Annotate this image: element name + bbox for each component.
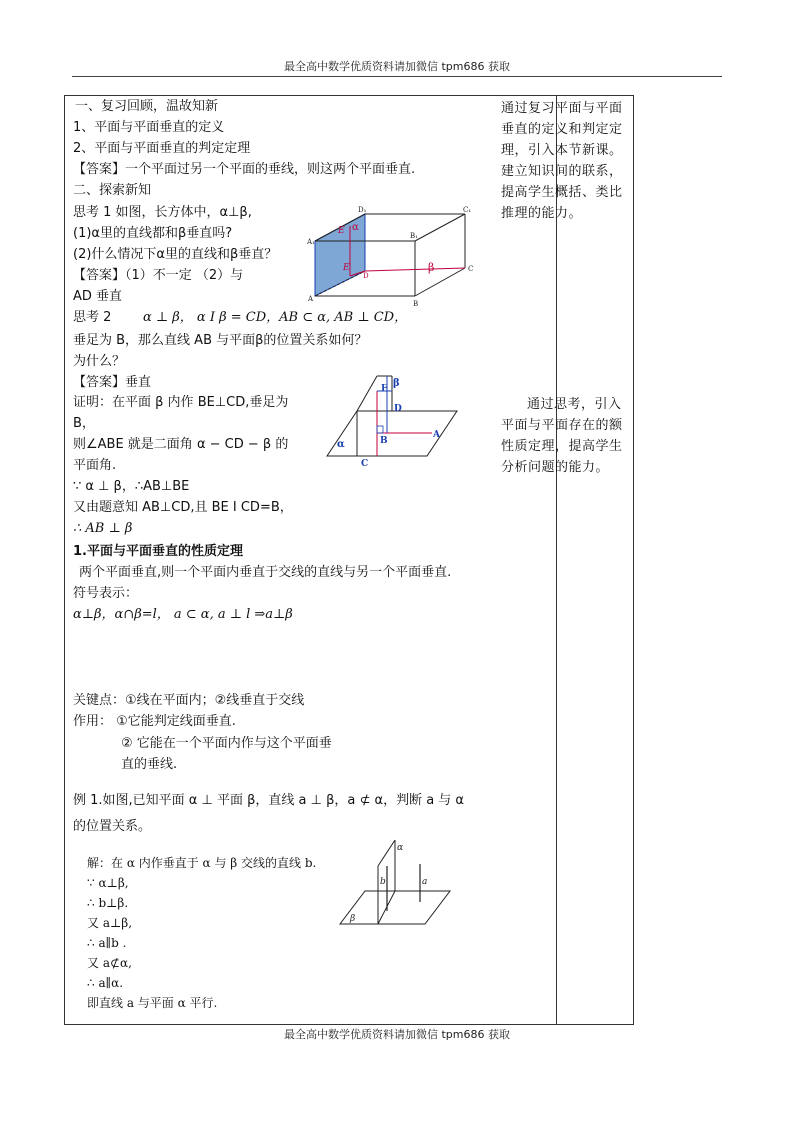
solution-line-6: 又 a⊄α,	[87, 956, 132, 970]
symbol-expression: α⊥β，α∩β=l， a ⊂ α, a ⊥ l ⇒a⊥β	[73, 607, 293, 622]
think2-answer: 【答案】垂直	[73, 375, 152, 390]
think1-question-2: (2)什么情况下α里的直线和β垂直？	[73, 247, 278, 262]
solution-line-1: 解：在 α 内作垂直于 α 与 β 交线的直线 b.	[87, 856, 317, 870]
fig2-label-alpha: α	[337, 439, 345, 450]
solution-line-3: ∴ b⊥β.	[87, 896, 129, 910]
perpendicular-planes-figure	[327, 371, 462, 469]
fig2-label-c: C	[361, 459, 369, 469]
fig3-label-beta: β	[350, 914, 356, 924]
think1-answer: 【答案】（1）不一定 （2）与	[73, 268, 244, 283]
header-rule	[72, 76, 722, 77]
fig2-label-e: E	[381, 384, 388, 394]
think1-answer-cont: AD 垂直	[73, 289, 123, 304]
solution-line-5: ∴ a∥b .	[87, 936, 127, 950]
think2-why: 为什么？	[73, 354, 126, 369]
section-review-title: 一、复习回顾，温故知新	[75, 99, 219, 114]
theorem-title: 1.平面与平面垂直的性质定理	[73, 544, 243, 559]
label-c1: C₁	[463, 206, 472, 214]
example1-line-2: 的位置关系。	[73, 819, 152, 834]
think1-prompt: 思考 1 如图，长方体中，α⊥β,	[73, 205, 252, 220]
proof-line-7: ∴ AB ⊥ β	[73, 521, 133, 536]
label-d1: D₁	[358, 206, 367, 214]
key-points: 关键点：①线在平面内；②线垂直于交线	[73, 693, 305, 708]
page-footer: 最全高中数学优质资料请加微信 tpm686 获取	[284, 1028, 510, 1041]
side-note-2: 通过思考，引入平面与平面存在的额性质定理，提高学生分析问题的能力。	[501, 397, 623, 475]
label-b: B	[413, 300, 419, 308]
solution-line-2: ∵ α⊥β,	[87, 876, 129, 890]
symbol-label: 符号表示：	[73, 586, 139, 601]
think1-question-1: (1)α里的直线都和β垂直吗?	[73, 226, 233, 241]
label-e-top: E	[338, 226, 345, 236]
fig3-label-alpha: α	[397, 843, 404, 853]
column-divider	[556, 96, 557, 1024]
page-header: 最全高中数学优质资料请加微信 tpm686 获取	[284, 60, 510, 73]
function-2: ② 它能在一个平面内作与这个平面垂	[121, 736, 332, 751]
fig2-label-b: B	[380, 436, 388, 446]
theorem-statement: 两个平面垂直,则一个平面内垂直于交线的直线与另一个平面垂直.	[79, 565, 452, 580]
label-a: A	[308, 295, 314, 303]
solution-line-8: 即直线 a 与平面 α 平行.	[87, 996, 218, 1010]
fig2-label-a: A	[433, 430, 440, 440]
proof-line-2: B，	[73, 416, 95, 431]
label-e-bottom: E	[343, 263, 350, 273]
fig2-label-d: D	[394, 404, 402, 414]
cuboid-figure	[307, 206, 474, 308]
label-d: D	[363, 272, 369, 280]
review-item-1: 1、平面与平面垂直的定义	[73, 120, 225, 135]
label-beta: β	[428, 261, 435, 274]
fig3-label-a: a	[422, 877, 428, 887]
side-note-1: 通过复习平面与平面垂直的定义和判定定理，引入本节新课。建立知识间的联系，提高学生概括、类比推理的能力。	[501, 101, 623, 221]
proof-line-1: 证明：在平面 β 内作 BE⊥CD,垂足为	[73, 395, 289, 410]
proof-line-3: 则∠ABE 就是二面角 α − CD − β 的	[73, 437, 289, 452]
think2-question: 垂足为 B，那么直线 AB 与平面β的位置关系如何？	[73, 333, 368, 348]
label-b1: B₁	[410, 232, 418, 240]
example-figure	[340, 836, 455, 928]
section-explore-title: 二、探索新知	[73, 183, 152, 198]
solution-line-7: ∴ a∥α.	[87, 976, 124, 990]
proof-line-5: ∵ α ⊥ β，∴AB⊥BE	[73, 479, 190, 494]
fig2-label-beta: β	[393, 378, 400, 389]
think2-label: 思考 2	[73, 310, 112, 325]
answer-1: 【答案】一个平面过另一个平面的垂线，则这两个平面垂直.	[73, 162, 416, 177]
think2-condition: α ⊥ β， α I β = CD，AB ⊂ α, AB ⊥ CD，	[143, 310, 408, 325]
proof-line-4: 平面角.	[73, 458, 117, 473]
review-item-2: 2、平面与平面垂直的判定定理	[73, 141, 251, 156]
fig3-label-b: b	[380, 877, 386, 887]
lesson-table	[64, 95, 634, 1025]
label-c: C	[468, 265, 474, 273]
function-2-cont: 直的垂线.	[121, 757, 178, 772]
solution-line-4: 又 a⊥β,	[87, 916, 133, 930]
label-a1: A₁	[307, 238, 315, 246]
label-alpha: α	[352, 222, 359, 233]
proof-line-6: 又由题意知 AB⊥CD,且 BE I CD=B，	[73, 500, 293, 515]
function-1: 作用： ①它能判定线面垂直.	[73, 714, 236, 729]
example1-line-1: 例 1.如图,已知平面 α ⊥ 平面 β，直线 a ⊥ β，a ⊄ α，判断 a 与 α	[73, 793, 464, 808]
